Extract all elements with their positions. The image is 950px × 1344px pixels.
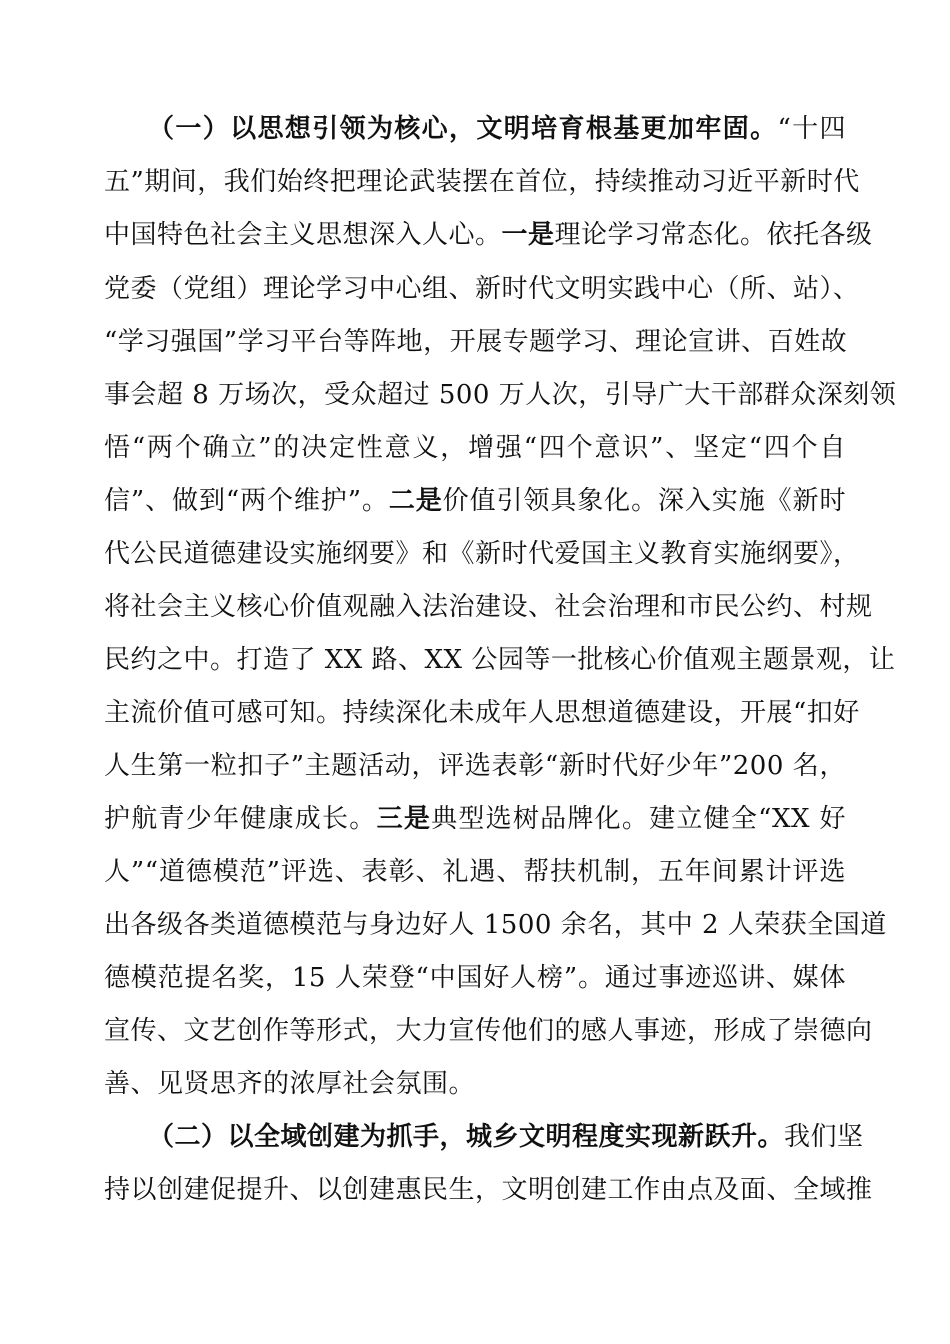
text-run: 中国特色社会主义思想深入人心。 [104,220,502,250]
text-run: 将社会主义核心价值观融入法治建设、社会治理和市民公约、村规 [104,592,873,622]
text-run: 宣传、文艺创作等形式，大力宣传他们的感人事迹，形成了崇德向 [104,1016,873,1046]
text-run: 五”期间，我们始终把理论武装摆在首位，持续推动习近平新时代 [104,167,860,197]
paragraph-line [104,643,896,677]
paragraph-line [104,961,846,995]
text-run: 代公民道德建设实施纲要》和《新时代爱国主义教育实施纲要》， [104,539,860,569]
bold-text: 一是 [501,220,555,250]
text-run: “十四 [777,114,846,144]
bold-text: 二是 [388,486,443,516]
bold-text: （一）以思想引领为核心，文明培育根基更加牢固。 [148,114,778,144]
bold-text: （二）以全域创建为抓手，城乡文明程度实现新跃升。 [148,1122,785,1152]
paragraph-line [104,218,873,252]
paragraph-line [104,1173,873,1207]
paragraph-line [104,378,897,412]
text-run: 人”“道德模范”评选、表彰、礼遇、帮扶机制，五年间累计评选 [104,857,846,887]
bold-text: 三是 [376,804,432,834]
paragraph-line [104,484,846,518]
paragraph-line [104,749,846,783]
paragraph-line [148,112,846,146]
text-run: 民约之中。打造了 XX 路、XX 公园等一批核心价值观主题景观，让 [104,645,896,675]
text-run: 典型选树品牌化。建立健全“XX 好 [431,804,846,834]
text-run: 信”、做到“两个维护”。 [104,486,389,516]
paragraph-line [104,1014,873,1048]
paragraph-line [104,802,846,836]
paragraph-line [104,908,887,942]
text-run: 理论学习常态化。依托各级 [554,220,873,250]
paragraph-line [104,272,860,306]
paragraph-line [104,431,846,465]
text-run: 我们坚 [784,1122,864,1152]
text-run: 持以创建促提升、以创建惠民生，文明创建工作由点及面、全域推 [104,1175,873,1205]
paragraph-line [104,1067,846,1101]
text-run: 党委（党组）理论学习中心组、新时代文明实践中心（所、站）、 [104,274,860,304]
text-run: 主流价值可感可知。持续深化未成年人思想道德建设，开展“扣好 [104,698,860,728]
text-run: 护航青少年健康成长。 [104,804,377,834]
text-run: 悟“两个确立”的决定性意义，增强“四个意识”、坚定“四个自 [104,433,846,463]
paragraph-line [104,165,860,199]
paragraph-line [104,325,846,359]
paragraph-line [148,1120,864,1154]
paragraph-line [104,590,873,624]
text-run: 出各级各类道德模范与身边好人 1500 余名，其中 2 人荣获全国道 [104,910,887,940]
text-run: 价值引领具象化。深入实施《新时 [442,486,846,516]
text-run: 事会超 8 万场次，受众超过 500 万人次，引导广大干部群众深刻领 [104,380,897,410]
paragraph-line [104,537,860,571]
text-run: “学习强国”学习平台等阵地，开展专题学习、理论宣讲、百姓故 [104,327,848,357]
text-run: 德模范提名奖，15 人荣登“中国好人榜”。通过事迹巡讲、媒体 [104,963,846,993]
paragraph-line [104,855,846,889]
paragraph-line [104,696,860,730]
text-run: 人生第一粒扣子”主题活动，评选表彰“新时代好少年”200 名， [104,751,846,781]
text-run: 善、见贤思齐的浓厚社会氛围。 [104,1069,476,1099]
